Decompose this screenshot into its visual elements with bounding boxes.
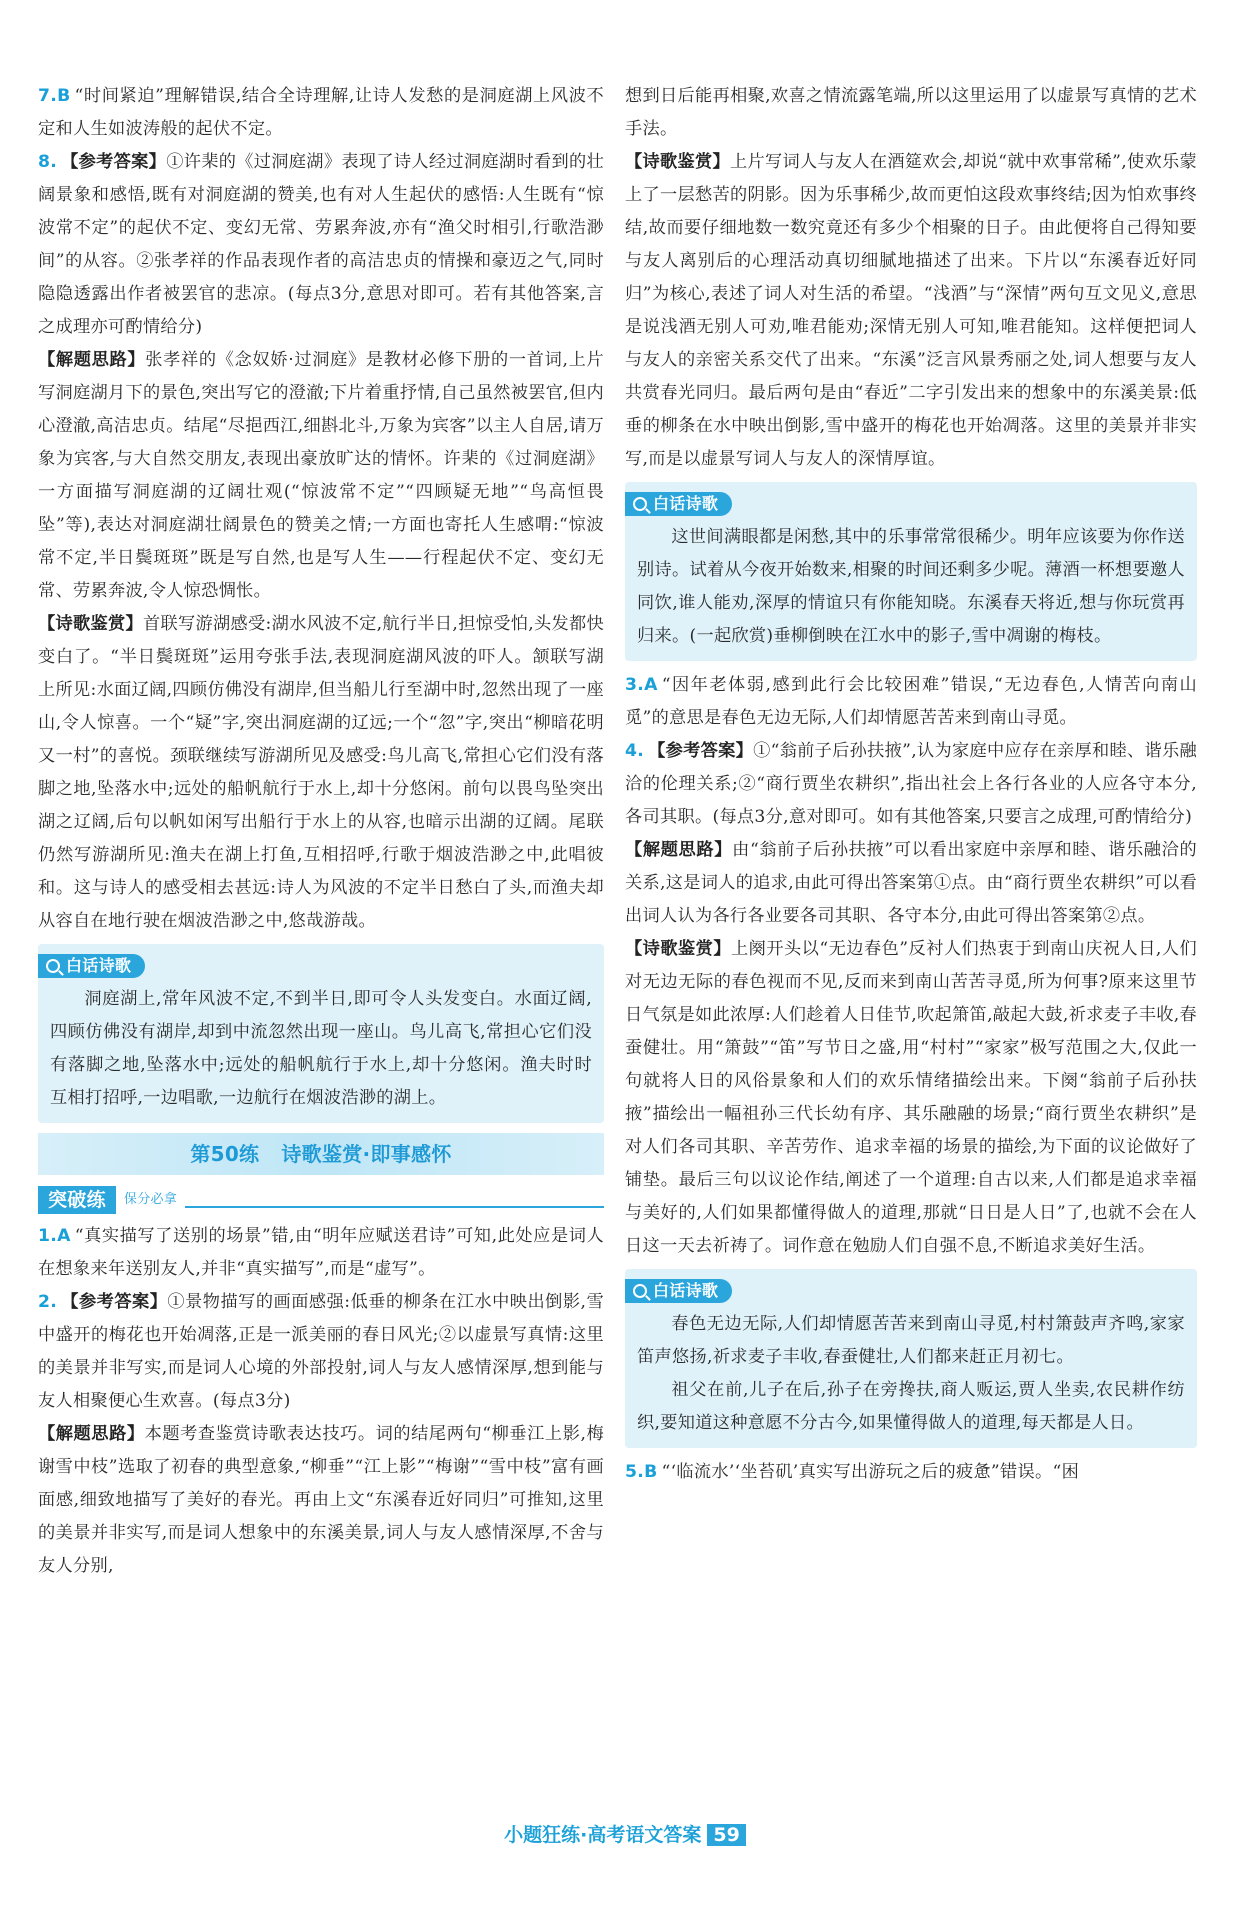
sub-section-sub: 保分必拿 [123, 1192, 178, 1207]
answer-4-analysis [625, 834, 1197, 933]
plain-poem-box-2 [625, 482, 1197, 661]
plain-poem-tag-text: 白话诗歌 [66, 956, 132, 975]
answer-7-number: 7.B [38, 86, 71, 106]
answer-7-text: “时间紧迫”理解错误,结合全诗理解,让诗人发愁的是洞庭湖上风波不定和人生如波涛般的起伏不定。 [38, 86, 604, 139]
divider [185, 1206, 604, 1208]
plain-poem-box-3 [625, 1269, 1197, 1448]
answer-3-text: “因年老体弱,感到此行会比较困难”错误,“无边春色,人情苦向南山觅”的意思是春色无边无际,人们却情愿苦苦来到南山寻觅。 [625, 675, 1197, 728]
answer-8-analysis [38, 344, 604, 608]
answer-2-tag: 【参考答案】 [61, 1292, 168, 1312]
answer-3 [625, 669, 1197, 735]
answer-8 [38, 146, 604, 344]
search-icon [633, 1284, 647, 1298]
appreciation-tag: 【诗歌鉴赏】 [38, 614, 144, 634]
search-icon [633, 497, 647, 511]
answer-4-appreciation [625, 933, 1197, 1263]
analysis-tag: 【解题思路】 [38, 1424, 145, 1444]
answer-1 [38, 1220, 604, 1286]
answer-4-text: ①“翁前子后孙扶掖”,认为家庭中应存在亲厚和睦、谐乐融洽的伦理关系;②“商行贾坐农耕织”,指出社会上各行各业的人应各守本分,各司其职。(每点3分,意对即可。如有其他答案,只要言之成理,可酌情给分) [625, 741, 1197, 827]
answer-8-text: ①许棐的《过洞庭湖》表现了诗人经过洞庭湖时看到的壮阔景象和感悟,既有对洞庭湖的赞美,也有对人生起伏的感悟:人生既有“惊波常不定”的起伏不定、变幻无常、劳累奔波,亦有“渔父时相引,行歌浩渺间”的从容。②张孝祥的作品表现作者的高洁忠贞的情操和豪迈之气,同时隐隐透露出作者被罢官的悲凉。(每点3分,意思对即可。若有其他答案,言之成理亦可酌情给分) [38, 152, 604, 337]
page-number: 59 [707, 1824, 745, 1846]
analysis-text: 本题考查鉴赏诗歌表达技巧。词的结尾两句“柳垂江上影,梅谢雪中枝”选取了初春的典型意象,“柳垂”“江上影”“梅谢”“雪中枝”富有画面感,细致地描写了美好的春光。再由上文“东溪春近好同归”可推知,这里的美景并非实写,而是词人想象中的东溪美景,词人与友人感情深厚,不舍与友人分别, [38, 1424, 604, 1576]
continued-text: 想到日后能再相聚,欢喜之情流露笔端,所以这里运用了以虚景写真情的艺术手法。 [625, 86, 1197, 139]
answer-2-appreciation [625, 146, 1197, 476]
plain-poem-tag-text: 白话诗歌 [653, 494, 719, 513]
answer-5 [625, 1456, 1197, 1489]
answer-5-number: 5.B [625, 1462, 658, 1482]
plain-poem-tag-text: 白话诗歌 [653, 1281, 719, 1300]
appreciation-tag: 【诗歌鉴赏】 [625, 152, 730, 172]
answer-4 [625, 735, 1197, 834]
answer-8-appreciation [38, 608, 604, 938]
answer-4-number: 4. [625, 741, 645, 761]
plain-poem-tag [625, 492, 732, 516]
left-column [38, 80, 604, 1583]
section-number: 第50练 [190, 1142, 260, 1166]
analysis-tag: 【解题思路】 [625, 840, 733, 860]
appreciation-text: 上阕开头以“无边春色”反衬人们热衷于到南山庆祝人日,人们对无边无际的春色视而不见,反而来到南山苦苦寻觅,所为何事?原来这里节日气氛是如此浓厚:人们趁着人日佳节,吹起箫笛,敲起大鼓,祈求麦子丰收,春蚕健壮。用“箫鼓”“笛”写节日之盛,用“村村”“家家”极写范围之大,仅此一句就将人日的风俗景象和人们的欢乐情绪描绘出来。下阕“翁前子后孙扶掖”描绘出一幅祖孙三代长幼有序、其乐融融的场景;“商行贾坐农耕织”是对人们各司其职、辛苦劳作、追求幸福的场景的描绘,为下面的议论做好了铺垫。最后三句以议论作结,阐述了一个道理:自古以来,人们都是追求幸福与美好的,人们如果都懂得做人的道理,那就“日日是人日”了,也就不会在人日这一天去祈祷了。词作意在勉励人们自强不息,不断追求美好生活。 [625, 939, 1197, 1256]
answer-4-tag: 【参考答案】 [648, 741, 754, 761]
answer-8-number: 8. [38, 152, 58, 172]
plain-poem-tag [625, 1279, 732, 1303]
section-title [38, 1133, 604, 1175]
answer-7 [38, 80, 604, 146]
answer-1-number: 1.A [38, 1226, 71, 1246]
answer-2 [38, 1286, 604, 1418]
plain-poem-text-b: 祖父在前,儿子在后,孙子在旁搀扶,商人贩运,贾人坐卖,农民耕作纺织,要知道这种意愿不分古今,如果懂得做人的道理,每天都是人日。 [637, 1380, 1185, 1433]
footer-label: 小题狂练·高考语文答案 [504, 1824, 702, 1846]
answer-2-analysis [38, 1418, 604, 1583]
sub-section-title [38, 1183, 604, 1216]
answer-8-tag: 【参考答案】 [61, 152, 167, 172]
analysis-text: 张孝祥的《念奴娇·过洞庭》是教材必修下册的一首词,上片写洞庭湖月下的景色,突出写它的澄澈;下片着重抒情,自己虽然被罢官,但内心澄澈,高洁忠贞。结尾“尽挹西江,细斟北斗,万象为宾客”以主人自居,请万象为宾客,与大自然交朋友,表现出豪放旷达的情怀。许棐的《过洞庭湖》一方面描写洞庭湖的辽阔壮观(“惊波常不定”“四顾疑无地”“鸟高恒畏坠”等),表达对洞庭湖壮阔景色的赞美之情;一方面也寄托人生感喟:“惊波常不定,半日鬓斑斑”既是写自然,也是写人生——行程起伏不定、变幻无常、劳累奔波,令人惊恐惆怅。 [38, 350, 604, 601]
plain-poem-text-a: 春色无边无际,人们却情愿苦苦来到南山寻觅,村村箫鼓声齐鸣,家家笛声悠扬,祈求麦子丰收,春蚕健壮,人们都来赶正月初七。 [637, 1314, 1185, 1367]
answer-2-number: 2. [38, 1292, 58, 1312]
plain-poem-tag [38, 954, 145, 978]
appreciation-tag: 【诗歌鉴赏】 [625, 939, 732, 959]
answer-2-text: ①景物描写的画面感强:低垂的柳条在江水中映出倒影,雪中盛开的梅花也开始凋落,正是一派美丽的春日风光;②以虚景写真情:这里的美景并非写实,而是词人心境的外部投射,词人与友人感情深厚,想到能与友人相聚便心生欢喜。(每点3分) [38, 1292, 604, 1411]
section-name: 诗歌鉴赏·即事感怀 [281, 1142, 452, 1166]
search-icon [46, 959, 60, 973]
answer-5-text: “‘临流水’‘坐苔矶’真实写出游玩之后的疲惫”错误。“困 [661, 1462, 1080, 1482]
answer-1-text: “真实描写了送别的场景”错,由“明年应赋送君诗”可知,此处应是词人在想象来年送别友人,并非“真实描写”,而是“虚写”。 [38, 1226, 604, 1279]
plain-poem-text: 这世间满眼都是闲愁,其中的乐事常常很稀少。明年应该要为你作送别诗。试着从今夜开始数来,相聚的时间还剩多少呢。薄酒一杯想要邀人同饮,谁人能劝,深厚的情谊只有你能知晓。东溪春天将近,想与你玩赏再归来。(一起欣赏)垂柳倒映在江水中的影子,雪中凋谢的梅枝。 [637, 527, 1185, 646]
answer-3-number: 3.A [625, 675, 658, 695]
plain-poem-text: 洞庭湖上,常年风波不定,不到半日,即可令人头发变白。水面辽阔,四顾仿佛没有湖岸,却到中流忽然出现一座山。鸟儿高飞,常担心它们没有落脚之地,坠落水中;远处的船帆航行于水上,却十分悠闲。渔夫时时互相打招呼,一边唱歌,一边航行在烟波浩渺的湖上。 [50, 989, 592, 1108]
appreciation-text: 首联写游湖感受:湖水风波不定,航行半日,担惊受怕,头发都快变白了。“半日鬓斑斑”运用夸张手法,表现洞庭湖风波的吓人。颔联写湖上所见:水面辽阔,四顾仿佛没有湖岸,但当船儿行至湖中时,忽然出现了一座山,令人惊喜。一个“疑”字,突出洞庭湖的辽远;一个“忽”字,突出“柳暗花明又一村”的喜悦。颈联继续写游湖所见及感受:鸟儿高飞,常担心它们没有落脚之地,坠落水中;远处的船帆航行于水上,却十分悠闲。前句以畏鸟坠突出湖之辽阔,后句以帆如闲写出船行于水上的从容,也暗示出湖的辽阔。尾联仍然写游湖所见:渔夫在湖上打鱼,互相招呼,行歌于烟波浩渺之中,此唱彼和。这与诗人的感受相去甚远:诗人为风波的不定半日愁白了头,而渔夫却从容自在地行驶在烟波浩渺之中,悠哉游哉。 [38, 614, 604, 931]
analysis-text: 由“翁前子后孙扶掖”可以看出家庭中亲厚和睦、谐乐融洽的关系,这是词人的追求,由此可得出答案第①点。由“商行贾坐农耕织”可以看出词人认为各行各业要各司其职、各守本分,由此可得出答案第②点。 [625, 840, 1197, 926]
sub-section-main: 突破练 [38, 1186, 116, 1214]
analysis-tag: 【解题思路】 [38, 350, 146, 370]
appreciation-text: 上片写词人与友人在酒筵欢会,却说“就中欢事常稀”,使欢乐蒙上了一层愁苦的阴影。因为乐事稀少,故而更怕这段欢事终结;因为怕欢事终结,故而要仔细地数一数究竟还有多少个相聚的日子。由此便将自己得知要与友人离别后的心理活动真切细腻地描述了出来。下片以“东溪春近好同归”为核心,表述了词人对生活的希望。“浅酒”与“深情”两句互文见义,意思是说浅酒无别人可劝,唯君能劝;深情无别人可知,唯君能知。这样便把词人与友人的亲密关系交代了出来。“东溪”泛言风景秀丽之处,词人想要与友人共赏春光同归。最后两句是由“春近”二字引发出来的想象中的东溪美景:低垂的柳条在水中映出倒影,雪中盛开的梅花也开始凋落。这里的美景并非实写,而是以虚景写词人与友人的深情厚谊。 [625, 152, 1197, 469]
right-column [625, 80, 1197, 1489]
plain-poem-box-1 [38, 944, 604, 1123]
page-footer [0, 1820, 1250, 1847]
